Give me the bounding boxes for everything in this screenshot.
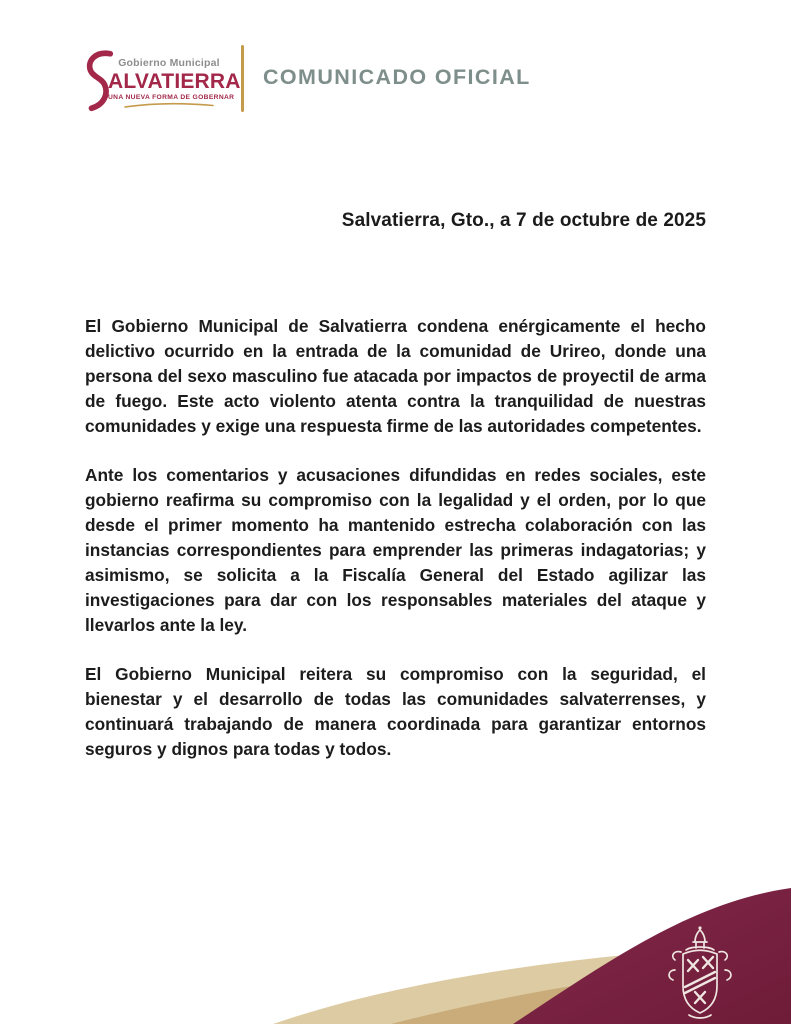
paragraph-1: El Gobierno Municipal de Salvatierra condena enérgicamente el hecho delictivo ocurrido en la entrada de la comunidad de Urireo, donde una persona del sexo masculino fue atacada por impactos de proyectil de arma de fuego. Este acto violento atenta contra la tranquilidad de nuestras comunidades y exige una respuesta firme de las autoridades competentes. [85,316,706,436]
logo-tagline-label: UNA NUEVA FORMA DE GOBERNAR [108,93,235,101]
page-title: COMUNICADO OFICIAL [263,65,531,89]
gold-divider [241,45,244,112]
logo-name-label: ALVATIERRA [108,69,241,93]
communique-body [85,314,706,786]
dateline: Salvatierra, Gto., a 7 de octubre de 2025 [341,210,706,231]
logo-org-label: Gobierno Municipal [118,57,220,69]
footer-wave-decoration [261,854,791,1024]
logo-wordmark [108,57,241,109]
letterhead [0,0,791,140]
paragraph-3: El Gobierno Municipal reitera su compromiso con la seguridad, el bienestar y el desarrollo de todas las comunidades salvaterrenses, y continuará trabajando de manera coordinada para garantizar entornos seguros y dignos para todas y todos. [85,664,706,759]
logo-tagline-underline-icon [123,102,215,109]
paragraph-2: Ante los comentarios y acusaciones difundidas en redes sociales, este gobierno reafirma su compromiso con la legalidad y el orden, por lo que desde el primer momento ha mantenido estrecha colaboración con las instancias correspondientes para emprender las primeras indagatorias; y asimismo, se solicita a la Fiscalía General del Estado agilizar las investigaciones para dar con los responsables materiales del ataque y llevarlos ante la ley. [85,465,706,635]
maroon-wave [513,888,791,1024]
